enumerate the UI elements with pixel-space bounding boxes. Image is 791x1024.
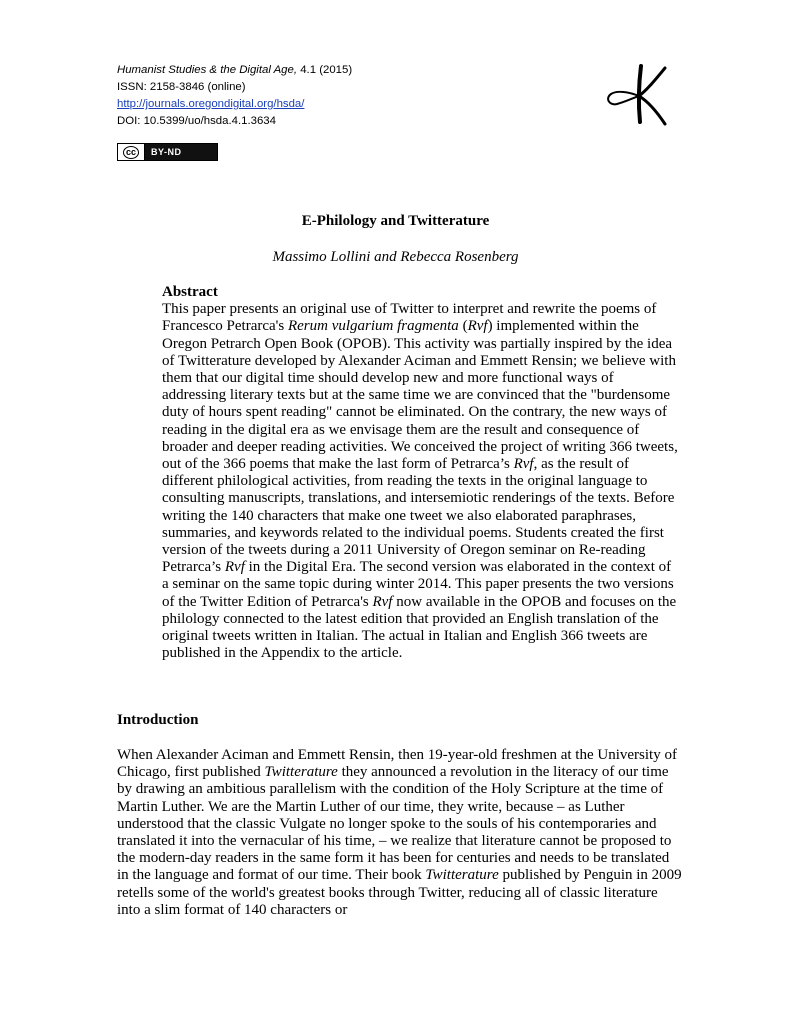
journal-citation — [117, 62, 597, 79]
license-type: BY-ND — [145, 144, 217, 160]
introduction-text: When Alexander Aciman and Emmett Rensin, then 19-year-old freshmen at the University of Chicago, first published Twitterature they announced a revolution in the literacy of our time by drawing an ambitious parallelism with the condition of the Holy Scripture at the time of Martin Luther. We are the Martin Luther of our time, they write, because – as Luther understood that the classic Vulgate no longer spoke to the souls of his contemporaries and translated it into the vernacular of his time, – we realize that literature cannot be proposed to the modern-day readers in the same form it has been for centuries and needs to be translated in the language and format of our time. Their book Twitterature published by Penguin in 2009 retells some of the world's greatest books through Twitter, reducing all of classic literature into a slim format of 140 characters or — [117, 747, 682, 918]
creative-commons-icon: cc — [118, 144, 145, 160]
paper-title: E-Philology and Twitterature — [301, 213, 490, 229]
journal-volume: 4.1 (2015) — [297, 64, 353, 76]
journal-link[interactable]: http://journals.oregondigital.org/hsda/ — [117, 98, 305, 110]
issn: ISSN: 2158-3846 (online) — [117, 81, 246, 93]
cc-license-badge[interactable] — [117, 143, 218, 161]
journal-header — [117, 62, 597, 130]
paper-authors: Massimo Lollini and Rebecca Rosenberg — [272, 249, 519, 265]
abstract-section — [162, 284, 680, 662]
abstract-heading: Abstract — [162, 284, 218, 300]
journal-name: Humanist Studies & the Digital Age, — [117, 64, 298, 76]
abstract-text: This paper presents an original use of Twitter to interpret and rewrite the poems of Francesco Petrarca's Rerum vulgarium fragmenta (Rvf) implemented within the Oregon Petrarch Open Book (OPOB). This activity was partially inspired by the idea of Twitterature developed by Alexander Aciman and Emmett Rensin; we believe with them that our digital time should develop new and more functional ways of addressing literary texts but at the same time we are convinced that the "burdensome duty of hours spent reading" cannot be eliminated. On the contrary, the new ways of reading in the digital era as we envisage them are the result and consequence of broader and deeper reading activities. We conceived the project of writing 366 tweets, out of the 366 poems that make the last form of Petrarca’s Rvf, as the result of different philological activities, from reading the texts in the original language to consulting manuscripts, translations, and intersemiotic renderings of the texts. Before writing the 140 characters that make one tweet we also elaborated paraphrases, summaries, and keywords related to the individual poems. Students created the first version of the tweets during a 2011 University of Oregon seminar on Re-reading Petrarca’s Rvf in the Digital Era. The second version was elaborated in the context of a seminar on the same topic during winter 2014. This paper presents the two versions of the Twitter Edition of Petrarca's Rvf now available in the OPOB and focuses on the philology connected to the latest edition that provided an English translation of the original tweets written in Italian. The actual in Italian and English 366 tweets are published in the Appendix to the article. — [162, 301, 678, 662]
doi: DOI: 10.5399/uo/hsda.4.1.3634 — [117, 115, 276, 127]
introduction-heading: Introduction — [117, 712, 199, 728]
journal-logo-icon — [603, 62, 673, 126]
